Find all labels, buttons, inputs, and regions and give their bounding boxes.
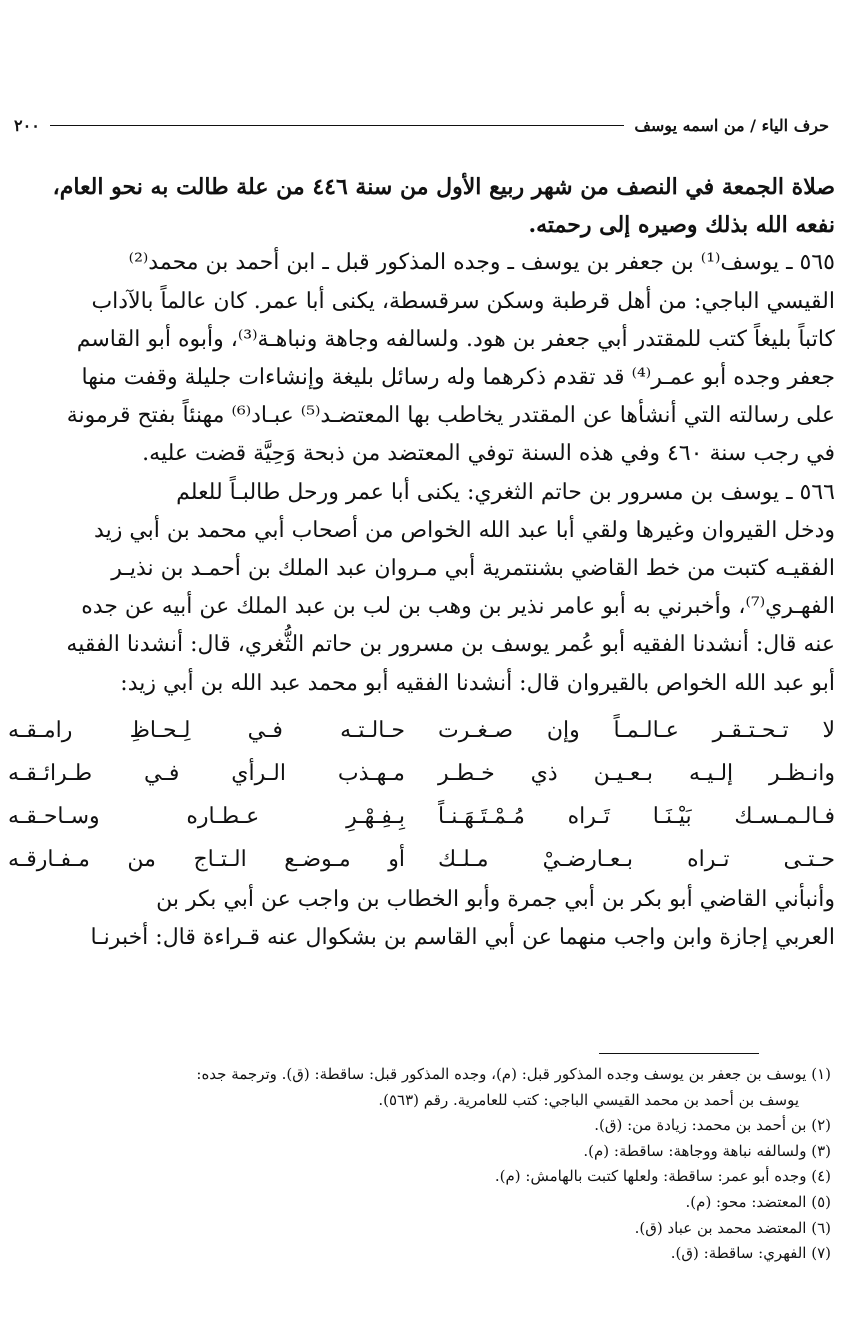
entry-565-line: جعفر وجده أبو عمـر⁽⁴⁾ قد تقدم ذكرهما وله رسائل بليغة وإنشاءات جليلة وقفت منها xyxy=(81,365,835,391)
verse-second-hemistich: أو مـوضـع الـتـاج من مـفـارقـه xyxy=(8,846,405,872)
entry-566-line: عنه قال: أنشدنا الفقيه أبو عُمر يوسف بن مسرور بن حاتم الثُّغري، قال: أنشدنا الفقيه xyxy=(66,632,835,658)
main-text xyxy=(8,168,835,957)
closing-line: وأنبأني القاضي أبو بكر بن أبي جمرة وأبو الخطاب بن واجب عن أبي بكر بن xyxy=(156,886,835,912)
entry-565-line: كاتباً بليغاً كتب للمقتدر أبي جعفر بن هود. ولسالفه وجاهة ونباهـة⁽³⁾، وأبوه أبو القاسم xyxy=(76,326,835,352)
text-line: نفعه الله بذلك وصيره إلى رحمته. xyxy=(528,212,835,239)
verse-first-hemistich: فـالـمـسـك بَيْـنَـا تَـراه مُـمْـتَـهَـنـاً xyxy=(438,803,835,829)
header-rule xyxy=(50,125,625,126)
verse-second-hemistich: حـالـتـه فـي لِـحـاظِ رامـقـه xyxy=(8,717,405,743)
footnote: (٤) وجده أبو عمر: ساقطة: ولعلها كتبت بالهامش: (م). xyxy=(494,1167,831,1186)
poem xyxy=(8,709,835,881)
verse-row xyxy=(8,752,835,795)
entry-565-line: ٥٦٥ ـ يوسف⁽¹⁾ بن جعفر بن يوسف ـ وجده المذكور قبل ـ ابن أحمد بن محمد⁽²⁾ xyxy=(128,250,835,276)
footnote: (٥) المعتضد: محو: (م). xyxy=(685,1192,831,1211)
footnote: (١) يوسف بن جعفر بن يوسف وجده المذكور قبل: (م)، وجده المذكور قبل: ساقطة: (ق). وترجمة جده: xyxy=(196,1065,831,1083)
running-header xyxy=(14,112,829,138)
verse-first-hemistich: لا تـحـتـقـر عـالـمـاً وإن صـغـرت xyxy=(438,717,835,743)
entry-566-line: ٥٦٦ ـ يوسف بن مسرور بن حاتم الثغري: يكنى أبا عمر ورحل طالبـاً للعلم xyxy=(176,479,835,505)
verse-row xyxy=(8,709,835,752)
entry-565-line: القيسي الباجي: من أهل قرطبة وسكن سرقسطة، يكنى أبا عمر. كان عالماً بالآداب xyxy=(91,288,835,314)
running-title: حرف الياء / من اسمه يوسف xyxy=(634,115,829,135)
footnotes xyxy=(8,1062,831,1267)
verse-row xyxy=(8,795,835,838)
verse-first-hemistich: وانـظـر إلـيـه بـعـيـن ذي خـطـر xyxy=(438,760,835,786)
footnote-rule xyxy=(599,1053,759,1054)
footnote-continuation: يوسف بن أحمد بن محمد القيسي الباجي: كتب للعامرية. رقم (٥٦٣). xyxy=(378,1090,799,1109)
footnote: (٧) الفهري: ساقطة: (ق). xyxy=(670,1244,831,1263)
closing-line: العربي إجازة وابن واجب منهما عن أبي القاسم بن بشكوال عنه قـراءة قال: أخبرنـا xyxy=(90,925,835,951)
verse-second-hemistich: بِـفِـهْـرِ عـطـاره وسـاحـقـه xyxy=(8,803,405,829)
entry-565-line: على رسالته التي أنشأها عن المقتدر يخاطب بها المعتضـد⁽⁵⁾ عبـاد⁽⁶⁾ مهنئاً بفتح قرمونة xyxy=(66,403,835,429)
verse-first-hemistich: حـتـى تـراه بـعـارضـيْ مـلـك xyxy=(438,846,835,872)
page-number: ٢٠٠ xyxy=(14,115,40,135)
text-line: صلاة الجمعة في النصف من شهر ربيع الأول من سنة ٤٤٦ من علة طالت به نحو العام، xyxy=(52,174,835,200)
footnote: (٣) ولسالفه نباهة ووجاهة: ساقطة: (م). xyxy=(583,1141,831,1160)
entry-565-line: في رجب سنة ٤٦٠ وفي هذه السنة توفي المعتضد من ذبحة وَحِيَّة قضت عليه. xyxy=(142,441,835,467)
verse-row xyxy=(8,838,835,881)
verse-second-hemistich: مـهـذب الـرأي فـي طـرائـقـه xyxy=(8,760,405,786)
entry-566-line: الفهـري⁽⁷⁾، وأخبرني به أبو عامر نذير بن وهب بن لب بن عبد الملك عن أبيه عن جده xyxy=(81,594,835,620)
entry-566-line: الفقيـه كتبت من خط القاضي بشنتمرية أبي مـروان عبد الملك بن أحمـد بن نذيـر xyxy=(111,556,835,582)
footnote: (٢) بن أحمد بن محمد: زيادة من: (ق). xyxy=(594,1116,831,1135)
entry-566-line: ودخل القيروان وغيرها ولقي أبا عبد الله الخواص من أصحاب أبي محمد بن أبي زيد xyxy=(94,517,835,543)
entry-566-line: أبو عبد الله الخواص بالقيروان قال: أنشدنا الفقيه أبو محمد عبد الله بن أبي زيد: xyxy=(120,670,835,696)
footnote: (٦) المعتضد محمد بن عباد (ق). xyxy=(634,1218,831,1237)
